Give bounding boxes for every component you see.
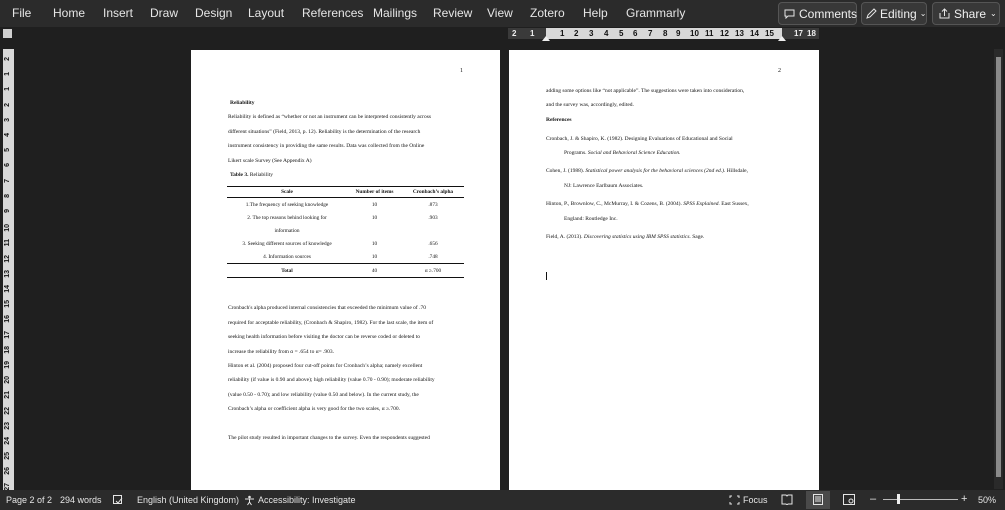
body-line: Cronbach's alpha produced internal consistencies that exceeded the minimum value of .70 (228, 305, 427, 311)
table-cell: 10 (371, 253, 378, 260)
section-heading: Reliability (230, 100, 255, 106)
tab-view[interactable]: View (487, 6, 513, 20)
ruler-number: 24 (4, 437, 11, 445)
comments-button[interactable] (778, 2, 857, 25)
table-cell: .656 (428, 240, 438, 247)
ruler-number: 6 (4, 163, 11, 168)
ruler-number: 4 (604, 29, 609, 38)
ref-text: Field, A. (2013). (546, 234, 584, 240)
language-indicator[interactable]: English (United Kingdom) (137, 495, 240, 505)
tab-home[interactable]: Home (53, 6, 86, 20)
ruler-number: 12 (720, 29, 729, 38)
zoom-in-button[interactable]: + (961, 493, 968, 505)
tab-grammarly[interactable]: Grammarly (626, 6, 686, 20)
ref-italic: SPSS Explained. (683, 201, 720, 207)
table-caption-title: Reliability (248, 172, 274, 178)
table-row (227, 237, 464, 250)
tab-selector[interactable] (3, 29, 12, 38)
ruler-number: 22 (4, 406, 11, 415)
ruler-number: 5 (4, 148, 11, 153)
ruler-number: 10 (690, 29, 699, 38)
ref-italic: Statistical power analysis for the behavioral sciences (2nd ed.). (585, 168, 726, 174)
zoom-out-button[interactable]: – (870, 493, 877, 505)
ruler-number: 7 (648, 29, 653, 38)
ruler-number: 18 (807, 29, 816, 38)
ruler-number: 1 (4, 72, 11, 77)
table-cell: 10 (371, 240, 378, 247)
ruler-number: 21 (4, 391, 11, 400)
ref-text: Hillsdale, (725, 168, 748, 174)
table-cell: .903 (428, 214, 438, 221)
ruler-number: 2 (574, 29, 579, 38)
comment-icon (784, 9, 795, 19)
accessibility-checker[interactable]: Accessibility: Investigate (258, 495, 356, 505)
ruler-number: 3 (4, 117, 11, 122)
tab-review[interactable]: Review (433, 6, 473, 20)
print-layout-icon[interactable] (813, 494, 823, 507)
ruler-number: 17 (4, 330, 11, 339)
right-indent-marker[interactable] (778, 36, 786, 41)
body-line: required for acceptable reliability, (Cronbach & Shapiro, 1982). For the last scale, the item of (228, 320, 434, 326)
share-icon (939, 8, 950, 19)
zoom-slider-track[interactable] (883, 499, 958, 500)
body-line: Reliability is defined as “whether or not an instrument can be interpreted consistently across (228, 114, 431, 120)
ruler-number: 18 (4, 345, 11, 354)
chevron-down-icon: ⌄ (990, 9, 997, 18)
ruler-number: 23 (4, 421, 11, 430)
vertical-scrollbar[interactable] (994, 49, 1003, 489)
reference-line: NJ: Lawrence Earlbaum Associates. (564, 183, 644, 189)
tab-layout[interactable]: Layout (248, 6, 285, 20)
body-line: reliability (if value is 0.90 and above); high reliability (value 0.70 - 0.90); moderate reliability (228, 377, 435, 383)
ruler-number: 15 (765, 29, 774, 38)
proofing-icon[interactable] (113, 495, 124, 507)
tab-file[interactable]: File (12, 6, 32, 20)
ruler-number: 13 (4, 269, 11, 278)
tab-draw[interactable]: Draw (150, 6, 179, 20)
references-heading: References (546, 117, 572, 123)
body-line: instrument consistency in providing the same results. Data was collected from the Online (228, 143, 425, 149)
page-number: 2 (778, 68, 781, 74)
table-cell: 40 (347, 264, 402, 278)
table-caption-number: Table 3. (230, 172, 249, 178)
document-page-1[interactable] (191, 50, 500, 490)
ruler-number: 11 (4, 239, 11, 247)
zoom-level[interactable]: 50% (978, 495, 997, 505)
body-line: increase the reliability from α = .654 to α= .903. (228, 349, 335, 355)
table-cell: .873 (428, 201, 438, 208)
body-line: Hinton et al. (2004) proposed four cut-off points for Cronbach’s alpha; namely excellent (228, 363, 423, 369)
table-row (227, 250, 464, 264)
word-count[interactable]: 294 words (60, 495, 102, 505)
ruler-number: 8 (663, 29, 668, 38)
ruler-number: 3 (589, 29, 594, 38)
pencil-icon (866, 8, 877, 19)
document-page-2[interactable] (509, 50, 819, 490)
ruler-number: 13 (735, 29, 744, 38)
ruler-number: 14 (4, 285, 11, 293)
ruler-number: 1 (4, 87, 11, 92)
chevron-down-icon: ⌄ (919, 9, 927, 18)
ruler-number: 1 (530, 29, 535, 38)
reference-line: England: Routledge Inc. (564, 216, 618, 222)
ruler-number: 26 (4, 467, 11, 476)
table-cell: 10 (371, 201, 378, 208)
tab-mailings[interactable]: Mailings (373, 6, 418, 20)
reference-line: Cronbach, J. & Shapiro, K. (1982). Designing Evaluations of Educational and Social (546, 136, 733, 142)
table-cell (347, 224, 402, 237)
ruler-number: 7 (4, 178, 11, 183)
ruler-number: 8 (4, 193, 11, 198)
editing-label: Editing (880, 6, 917, 21)
scrollbar-thumb[interactable] (996, 57, 1001, 477)
body-line: (value 0.50 - 0.70); and low reliability (value 0.50 and below). In the current study, the (228, 392, 419, 398)
text-cursor (546, 272, 547, 280)
page-number: 1 (460, 68, 463, 74)
vertical-ruler[interactable] (3, 49, 14, 494)
ruler-number: 12 (4, 254, 11, 263)
ref-text: Hinton, P., Brownlow, C., McMurray, I. & Cozens, B. (2004). (546, 201, 684, 207)
body-line: Cronbach’s alpha or coefficient alpha is very good for the two scales, α ≥.700. (228, 406, 400, 412)
body-line: different situations” (Field, 2013, p. 12). Reliability is the determination of the research (228, 129, 421, 135)
ref-italic: Social and Behavioral Science Education. (587, 150, 681, 156)
table-caption (230, 172, 273, 178)
read-mode-icon[interactable] (781, 494, 793, 507)
ruler-number: 10 (4, 224, 11, 232)
ruler-number: 2 (4, 102, 11, 107)
body-line: seeking health information before visiting the doctor can be reverse coded or deleted to (228, 334, 420, 340)
tab-help[interactable]: Help (583, 6, 608, 20)
table-total-row (227, 264, 464, 278)
reference-line (546, 234, 704, 240)
focus-icon (729, 495, 740, 507)
horizontal-ruler[interactable] (0, 27, 1005, 42)
table-cell: 3. Seeking different sources of knowledge (242, 240, 332, 247)
comments-label: Comments (799, 6, 858, 21)
table-cell: information (274, 227, 300, 234)
accessibility-icon (244, 495, 255, 508)
ruler-number: 27 (4, 482, 11, 491)
status-bar (0, 490, 1005, 510)
body-line: The pilot study resulted in important changes to the survey. Even the respondents suggested (228, 435, 430, 441)
body-line: Likert scale Survey (See Appendix A) (228, 158, 312, 164)
tab-zotero[interactable]: Zotero (530, 6, 565, 20)
ref-text: Programs. (564, 150, 588, 156)
focus-button[interactable]: Focus (743, 495, 768, 505)
ruler-number: 16 (4, 315, 11, 324)
table-cell: .748 (428, 253, 438, 260)
reference-line (564, 150, 681, 156)
editing-mode-button[interactable] (861, 2, 927, 25)
table-row (227, 198, 464, 212)
table-cell: 2. The top reasons behind looking for (247, 214, 327, 221)
table-header: Number of items (347, 187, 402, 198)
table-cell: α ≥.700 (402, 264, 464, 278)
ruler-number: 1 (560, 29, 565, 38)
table-cell: 4. Information sources (263, 253, 311, 260)
ruler-number: 9 (4, 209, 11, 213)
ruler-number: 11 (705, 29, 714, 38)
table-cell (402, 224, 464, 237)
reference-line (546, 201, 749, 207)
ruler-number: 25 (4, 452, 11, 460)
body-line: adding some options like “not applicable”. The suggestions were taken into consideration, (546, 88, 745, 94)
ref-italic: Discovering statistics using IBM SPSS statistics. (583, 234, 691, 240)
ruler-number: 17 (794, 29, 803, 38)
ruler-number: 6 (633, 29, 638, 38)
ruler-number: 5 (619, 29, 624, 38)
page-count[interactable]: Page 2 of 2 (6, 495, 53, 505)
zoom-slider-thumb[interactable] (897, 494, 900, 504)
share-label: Share (954, 6, 987, 21)
ref-text: East Sussex, (719, 201, 749, 207)
table-header-row (227, 187, 464, 198)
ruler-number: 2 (512, 29, 517, 38)
share-button[interactable] (932, 2, 1000, 25)
reliability-table (227, 186, 464, 278)
ruler-number: 15 (4, 300, 11, 308)
table-row (227, 224, 464, 237)
table-cell: Total (227, 264, 347, 278)
body-line: and the survey was, accordingly, edited. (546, 102, 634, 108)
table-cell: 10 (371, 214, 378, 221)
ruler-number: 19 (4, 361, 11, 369)
table-header: Cronbach’s alpha (402, 187, 464, 198)
ruler-number: 20 (4, 376, 11, 384)
table-row (227, 211, 464, 224)
tab-references[interactable]: References (302, 6, 364, 20)
tab-insert[interactable]: Insert (103, 6, 134, 20)
indent-marker[interactable] (542, 36, 550, 41)
tab-design[interactable]: Design (195, 6, 233, 20)
ruler-number: 14 (750, 29, 759, 38)
ref-text: Sage. (690, 234, 705, 240)
table-cell: 1.The frequency of seeking knowledge (245, 201, 329, 208)
reference-line (546, 168, 748, 174)
table-header: Scale (227, 187, 347, 198)
ruler-number: 9 (676, 29, 681, 38)
ref-text: Cohen, J. (1988). (546, 168, 586, 174)
ruler-number: 2 (4, 57, 11, 61)
ruler-number: 4 (4, 133, 11, 137)
ribbon-tab-bar (0, 0, 1005, 28)
web-layout-icon[interactable] (843, 494, 855, 507)
